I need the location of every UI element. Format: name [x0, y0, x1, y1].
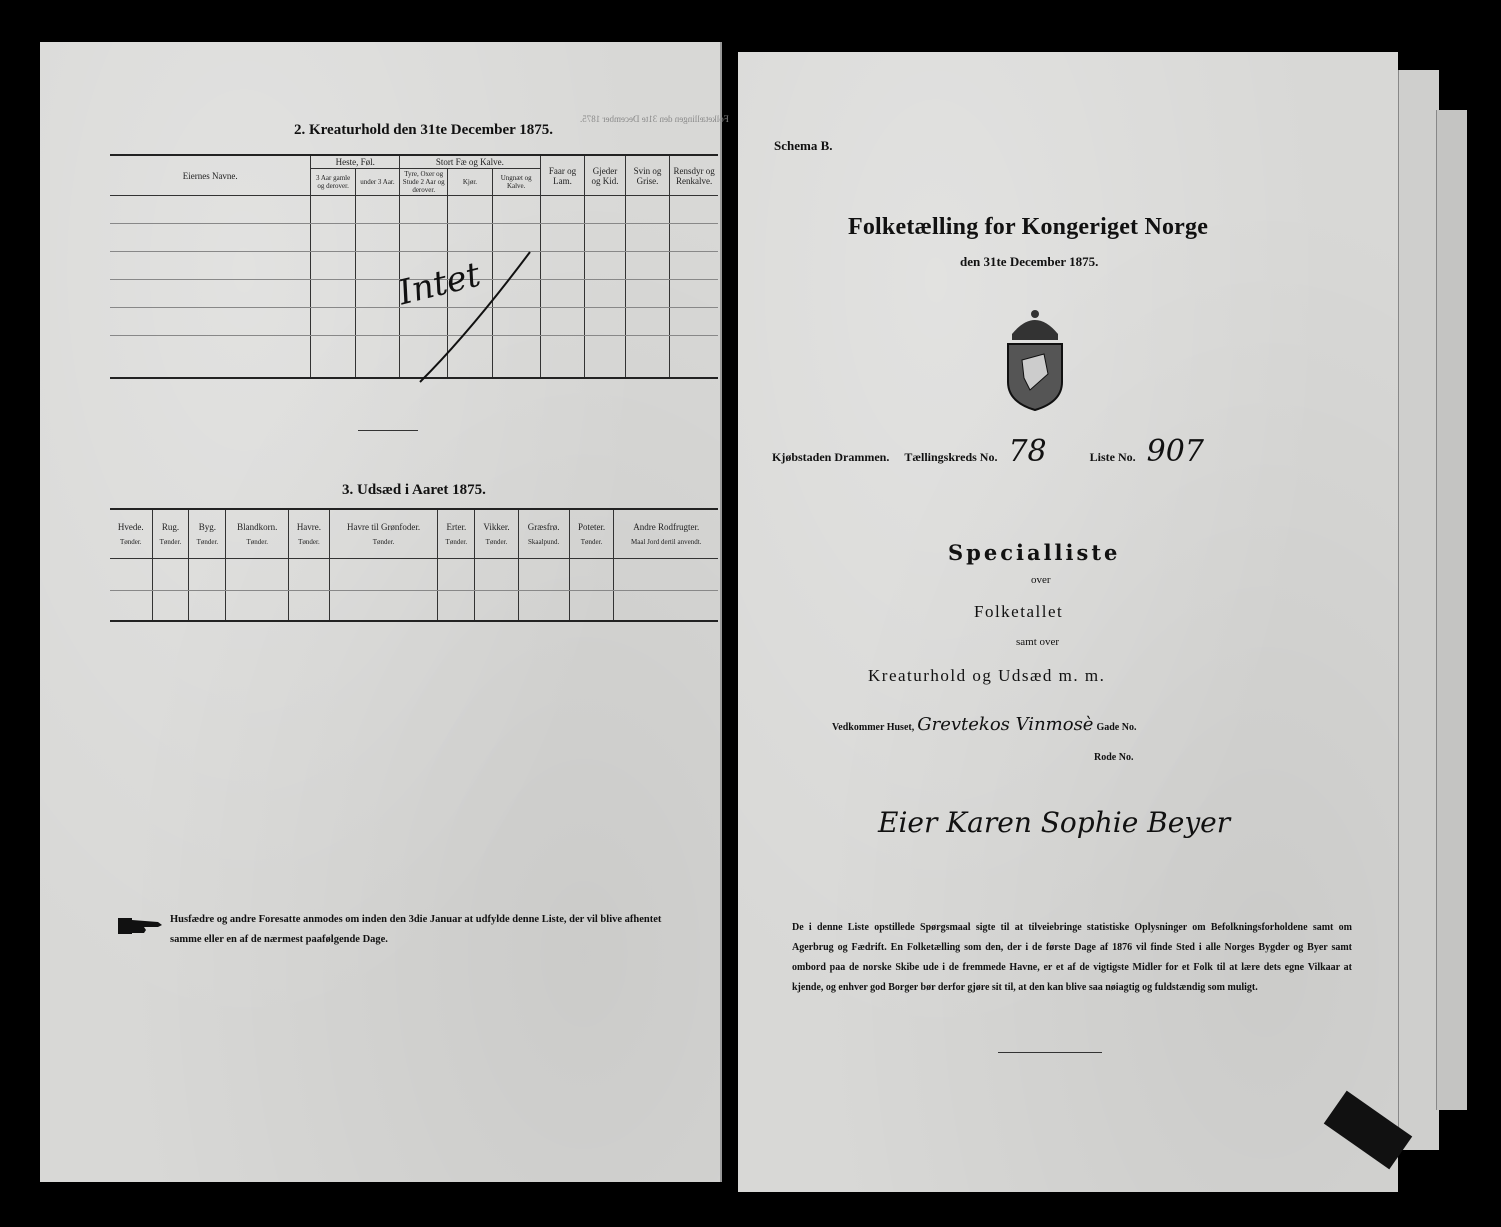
col-cattle-bulls: Tyre, Oxer og Stude 2 Aar og derover. — [400, 169, 448, 196]
page-stack-edge — [1398, 70, 1439, 1150]
seed-col-name: Havre til Grønfoder. — [346, 522, 421, 532]
seed-col-header — [614, 509, 718, 559]
seed-col-header — [289, 509, 330, 559]
seed-col-name: Græsfrø. — [527, 522, 560, 532]
section3-title: 3. Udsæd i Aaret 1875. — [342, 482, 486, 498]
section2-title: 2. Kreaturhold den 31te December 1875. — [294, 122, 553, 138]
col-reindeer: Rensdyr og Renkalve. — [670, 155, 718, 196]
handwritten-intet: Intet — [394, 254, 485, 314]
house-handwritten: Grevtekos Vinmosè — [917, 714, 1094, 735]
owner-handwritten: Eier Karen Sophie Beyer — [878, 806, 1231, 839]
location-line — [772, 434, 1372, 469]
over-text-1: over — [1031, 574, 1051, 586]
bleed-through-text: Folketællingen den 31te December 1875. — [580, 114, 729, 124]
table-row — [110, 196, 718, 224]
list-label: Liste No. — [1089, 450, 1136, 464]
divider — [358, 430, 418, 431]
seed-col-unit: Tønder. — [372, 538, 395, 546]
seed-col-header — [189, 509, 226, 559]
seed-col-unit: Maal Jord dertil anvendt. — [631, 538, 702, 546]
main-title: Folketælling for Kongeriget Norge — [848, 214, 1209, 240]
col-cattle-group: Stort Fæ og Kalve. — [400, 155, 541, 169]
seed-col-unit: Tønder. — [445, 538, 468, 546]
seed-col-name: Hvede. — [117, 522, 144, 532]
col-sheep: Faar og Lam. — [540, 155, 584, 196]
seed-col-unit: Tønder. — [580, 538, 603, 546]
specialliste-title: Specialliste — [948, 540, 1121, 565]
col-horses-3y: 3 Aar gamle og derover. — [311, 169, 355, 196]
col-cattle-young: Ungnæt og Kalve. — [492, 169, 540, 196]
table-row — [110, 559, 718, 591]
seed-col-name: Poteter. — [577, 522, 606, 532]
district-label: Tællingskreds No. — [904, 450, 998, 464]
folketallet-text: Folketallet — [974, 602, 1064, 621]
seed-col-name: Byg. — [198, 522, 216, 532]
page-stack-edge — [1436, 110, 1467, 1110]
kreaturhold-text: Kreaturhold og Udsæd m. m. — [868, 666, 1106, 685]
seed-col-name: Havre. — [296, 522, 322, 532]
seed-col-name: Blandkorn. — [237, 522, 278, 532]
col-horses-under3: under 3 Aar. — [355, 169, 399, 196]
seed-col-header — [110, 509, 152, 559]
gade-label: Gade No. — [1096, 722, 1137, 733]
seed-col-name: Rug. — [161, 522, 180, 532]
table-row — [110, 591, 718, 621]
col-cattle-cows: Kjør. — [448, 169, 492, 196]
house-line — [832, 714, 1136, 735]
seed-col-unit: Tønder. — [298, 538, 320, 546]
place-label: Kjøbstaden Drammen. — [772, 450, 890, 464]
seed-col-unit: Tønder. — [119, 538, 142, 546]
pointing-hand-icon — [118, 914, 164, 938]
seed-col-unit: Skaalpund. — [528, 538, 560, 546]
seed-col-unit: Tønder. — [196, 538, 219, 546]
bottom-divider — [998, 1052, 1102, 1053]
house-label: Vedkommer Huset, — [832, 722, 915, 733]
seed-col-header — [438, 509, 475, 559]
samt-over-text: samt over — [1016, 636, 1060, 648]
info-paragraph: De i denne Liste opstillede Spørgsmaal sigte til at tilveiebringe statistiske Oplysninger om Befolkningsforholdene samt om Agerbrug og Fædrift. En Folketælling som den, der i de første Dage af 1876 vil finde Sted i alle Norges Bygder og Byer samt ombord paa de norske Skibe ude i de fremmede Havne, er et af de vigtigste Midler for et Folk til at lære dets egne Vilkaar at kjende, og enhver god Borger bør derfor gjøre sit til, at den kan blive saa nøiagtig og fuldstændig som muligt. — [792, 922, 1352, 993]
strike-line — [400, 242, 540, 392]
subtitle-date: den 31te December 1875. — [960, 254, 1099, 269]
right-page — [738, 52, 1398, 1192]
seed-col-header — [226, 509, 289, 559]
col-horses-group: Heste, Føl. — [311, 155, 400, 169]
left-page — [40, 42, 729, 1182]
seed-col-header — [518, 509, 569, 559]
seeding-table — [110, 508, 718, 622]
seed-col-header — [329, 509, 438, 559]
seed-col-unit: Tønder. — [485, 538, 508, 546]
list-value: 907 — [1146, 434, 1204, 469]
col-goats: Gjeder og Kid. — [585, 155, 626, 196]
seed-col-name: Vikker. — [483, 522, 510, 532]
seed-col-unit: Tønder. — [246, 538, 269, 546]
col-owner-names: Eiernes Navne. — [110, 155, 311, 196]
seed-col-header — [569, 509, 614, 559]
coat-of-arms-icon — [1000, 304, 1070, 412]
rode-label: Rode No. — [1094, 752, 1134, 763]
seed-col-name: Erter. — [446, 522, 467, 532]
schema-label: Schema B. — [774, 138, 833, 153]
district-value: 78 — [1008, 434, 1047, 469]
seed-col-name: Andre Rodfrugter. — [633, 522, 700, 532]
col-pigs: Svin og Grise. — [625, 155, 669, 196]
seed-col-header — [475, 509, 518, 559]
seed-col-header — [152, 509, 189, 559]
seed-col-unit: Tønder. — [159, 538, 182, 546]
notice-text: Husfædre og andre Foresatte anmodes om inden den 3die Januar at udfylde denne Liste, der vil blive afhentet samme eller en af de nærmest paafølgende Dage. — [170, 914, 662, 945]
